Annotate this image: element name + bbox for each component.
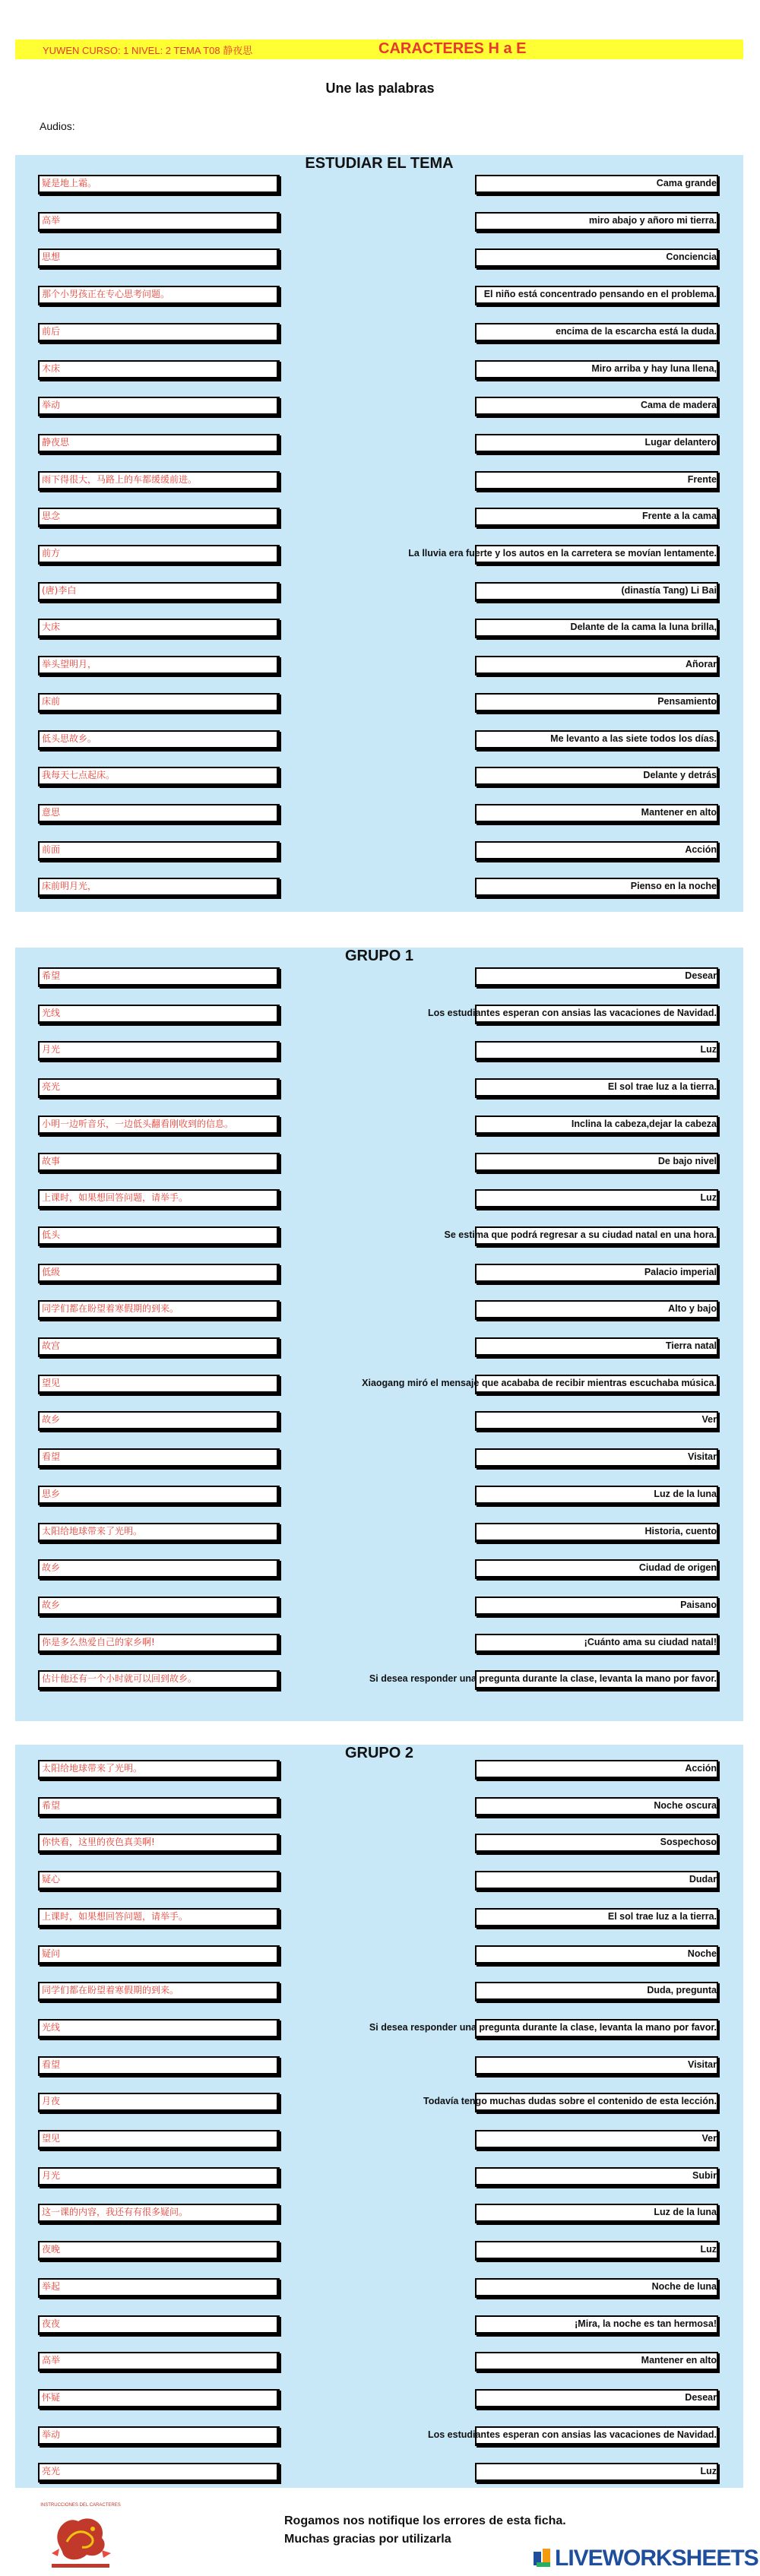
match-row [15,2352,743,2372]
match-row [15,804,743,824]
match-row [15,1153,743,1172]
match-row [15,286,743,305]
match-row [15,1945,743,1965]
match-row [15,1005,743,1024]
match-row [15,2167,743,2187]
match-row [15,2056,743,2076]
match-row [15,2315,743,2335]
left-word-box[interactable]: 思念 [38,508,280,527]
right-word-label: Miro arriba y hay luna llena, [591,362,717,374]
match-row [15,619,743,638]
section-2 [15,948,743,1721]
right-word-box[interactable] [475,2463,718,2483]
left-word-box[interactable]: 光线 [38,2019,280,2039]
right-word-label: Pensamiento [657,695,717,707]
liveworksheets-logo[interactable] [532,2547,758,2570]
right-word-box[interactable] [475,656,718,676]
right-word-label: Palacio imperial [644,1266,717,1277]
right-word-label: Subir [692,2169,717,2181]
left-word-box[interactable]: 小明一边听音乐，一边低头翻看刚收到的信息。 [38,1116,280,1135]
left-word-box[interactable]: 上课时，如果想回答问题，请举手。 [38,1189,280,1209]
match-row [15,1559,743,1579]
match-row [15,360,743,380]
left-word-box[interactable]: 月光 [38,2167,280,2187]
match-row [15,693,743,713]
match-row [15,1264,743,1283]
logo-caption: INSTRUCCIONES DEL CARACTERES [40,2503,121,2508]
course-info: YUWEN CURSO: 1 NIVEL: 2 TEMA T08 静夜思 [43,45,253,56]
left-word-box[interactable]: 举头望明月， [38,656,280,676]
right-word-label: Desear [685,2391,717,2403]
left-word-box[interactable]: 低级 [38,1264,280,1283]
right-word-label: Ver [701,2133,717,2144]
match-row [15,841,743,861]
left-word-box[interactable]: 上课时，如果想回答问题，请举手。 [38,1908,280,1928]
right-word-label: De bajo nivel [657,1155,717,1166]
match-row [15,1041,743,1061]
brand-name: LIVEWORKSHEETS [555,2546,758,2571]
right-word-label: Noche de luna [651,2280,717,2292]
liveworksheets-icon [532,2547,555,2570]
match-row [15,2426,743,2446]
right-word-box[interactable] [475,1871,718,1891]
right-word-box[interactable] [475,1448,718,1468]
right-word-label: Luz de la luna [654,2207,717,2218]
left-word-box[interactable]: 床前明月光， [38,878,280,897]
match-row [15,2204,743,2223]
match-row [15,1523,743,1543]
match-row [15,878,743,897]
right-word-label: Los estudiantes esperan con ansias las vacaciones de Navidad. [427,2429,717,2440]
left-word-box[interactable]: 月夜 [38,2093,280,2112]
section-1 [15,155,743,912]
match-row [15,434,743,454]
match-row [15,1226,743,1246]
right-word-label: Conciencia [666,252,717,263]
right-word-label: Mantener en alto [641,2355,717,2366]
right-word-label: Acción [685,843,717,855]
header-bar [15,40,743,59]
left-word-box[interactable]: 疑心 [38,1871,280,1891]
left-word-box[interactable]: 同学们都在盼望着寒假期的到来。 [38,1300,280,1320]
match-row [15,1078,743,1098]
match-row [15,1834,743,1853]
right-word-box[interactable] [475,2056,718,2076]
left-word-box[interactable]: 你快看，这里的夜色真美啊! [38,1834,280,1853]
section-title: GRUPO 1 [344,948,414,964]
left-word-box[interactable]: 希望 [38,967,280,987]
match-row [15,1486,743,1505]
right-word-label: Frente a la cama [642,511,717,522]
right-word-label: El niño está concentrado pensando en el problema. [483,289,717,300]
left-word-box[interactable]: 木床 [38,360,280,380]
left-word-box[interactable]: 前方 [38,545,280,565]
match-row [15,1116,743,1135]
match-row [15,1797,743,1817]
right-word-label: miro abajo y añoro mi tierra. [588,214,717,226]
section-title: GRUPO 2 [344,1745,414,1761]
left-word-box[interactable]: 疑问 [38,1945,280,1965]
right-word-label: Luz [700,2244,717,2255]
match-row [15,967,743,987]
match-row [15,212,743,232]
match-row [15,2389,743,2409]
match-row [15,248,743,268]
left-word-box[interactable]: 疑是地上霜。 [38,175,280,195]
right-word-label: El sol trae luz a la tierra. [607,1910,717,1922]
right-word-label: (dinastía Tang) Li Bai [621,584,717,596]
footer-notice-2: Muchas gracias por utilizarla [284,2533,451,2546]
right-word-label: Visitar [688,2059,717,2070]
left-word-box[interactable]: 亮光 [38,1078,280,1098]
right-word-label: Xiaogang miró el mensaje que acababa de recibir mientras escuchaba música. [362,1377,717,1388]
left-word-box[interactable]: 夜夜 [38,2315,280,2335]
match-row [15,1375,743,1394]
right-word-box[interactable] [475,2167,718,2187]
left-word-box[interactable]: 太阳给地球带来了光明。 [38,1523,280,1543]
left-word-box[interactable]: 故乡 [38,1411,280,1431]
right-word-label: Inclina la cabeza,dejar la cabeza [571,1118,717,1129]
left-word-box[interactable]: 思乡 [38,1486,280,1505]
left-word-box[interactable]: 举起 [38,2278,280,2298]
left-word-box[interactable]: 低头思故乡。 [38,730,280,750]
match-row [15,1634,743,1654]
match-row [15,1300,743,1320]
school-logo [36,2500,125,2570]
right-word-label: Si desea responder una pregunta durante la clase, levanta la mano por favor. [369,1673,717,1685]
match-row [15,2278,743,2298]
dragon-logo-icon [36,2500,125,2570]
left-word-box[interactable]: (唐)李白 [38,582,280,602]
left-word-box[interactable]: 亮光 [38,2463,280,2483]
right-word-label: Pienso en la noche [630,881,717,892]
right-word-label: Se estima que podrá regresar a su ciudad natal en una hora. [444,1229,717,1240]
right-word-label: Los estudiantes esperan con ansias las vacaciones de Navidad. [427,1007,717,1018]
left-word-box[interactable]: 光线 [38,1005,280,1024]
right-word-label: Acción [685,1763,717,1774]
match-row [15,1908,743,1928]
right-word-label: Dudar [689,1874,717,1885]
left-word-box[interactable]: 同学们都在盼望着寒假期的到来。 [38,1982,280,2002]
section-title: ESTUDIAR EL TEMA [305,155,454,172]
match-row [15,545,743,565]
left-word-box[interactable]: 低头 [38,1226,280,1246]
right-word-label: Duda, pregunta [647,1985,717,1996]
left-word-box[interactable]: 那个小男孩正在专心思考问题。 [38,286,280,305]
match-row [15,323,743,343]
match-row [15,2093,743,2112]
right-word-label: Paisano [680,1599,717,1610]
right-word-label: Frente [687,473,717,485]
right-word-label: Todavía tengo muchas dudas sobre el contenido de esta lección. [423,2096,717,2107]
right-word-label: Ver [701,1414,717,1426]
right-word-label: La lluvia era fuerte y los autos en la carretera se movían lentamente. [408,548,717,559]
left-word-box[interactable]: 故乡 [38,1559,280,1579]
left-word-box[interactable]: 意思 [38,804,280,824]
left-word-box[interactable]: 我每天七点起床。 [38,767,280,786]
left-word-box[interactable]: 故乡 [38,1597,280,1616]
right-word-box[interactable] [475,2130,718,2150]
right-word-label: Sospechoso [660,1837,717,1848]
left-word-box[interactable]: 故宫 [38,1337,280,1357]
right-word-label: Delante y detrás [643,770,717,781]
match-row [15,1871,743,1891]
match-row [15,1189,743,1209]
match-row [15,1411,743,1431]
right-word-box[interactable] [475,2389,718,2409]
left-word-box[interactable]: 看望 [38,1448,280,1468]
match-row [15,2130,743,2150]
match-row [15,656,743,676]
right-word-label: Cama de madera [640,400,717,411]
left-word-box[interactable]: 估计他还有一个小时就可以回到故乡。 [38,1670,280,1690]
left-word-box[interactable]: 你是多么热爱自己的家乡啊! [38,1634,280,1654]
right-word-label: Lugar delantero [644,436,717,448]
footer-notice-1: Rogamos nos notifique los errores de esta ficha. [284,2514,566,2527]
right-word-label: ¡Cuánto ama su ciudad natal! [584,1636,717,1647]
right-word-box[interactable] [475,1041,718,1061]
worksheet-title: CARACTERES H a E [378,40,527,57]
right-word-label: Noche [687,1948,717,1959]
match-row [15,582,743,602]
left-word-box[interactable]: 前后 [38,323,280,343]
right-word-label: Alto y bajo [668,1303,717,1315]
match-row [15,767,743,786]
left-word-box[interactable]: 太阳给地球带来了光明。 [38,1760,280,1780]
instructions-title: Une las palabras [325,81,435,96]
left-word-box[interactable]: 雨下得很大，马路上的车都缓缓前进。 [38,471,280,491]
left-word-box[interactable]: 静夜思 [38,434,280,454]
right-word-label: encima de la escarcha está la duda. [556,325,717,337]
right-word-box[interactable] [475,967,718,987]
right-word-box[interactable] [475,2241,718,2261]
match-row [15,1448,743,1468]
left-word-box[interactable]: 举动 [38,2426,280,2446]
audios-label: Audios: [40,120,75,132]
right-word-label: Historia, cuento [644,1525,717,1536]
match-row [15,2019,743,2039]
right-word-box[interactable] [475,1945,718,1965]
left-word-box[interactable]: 月光 [38,1041,280,1061]
right-word-label: Visitar [688,1451,717,1463]
left-word-box[interactable]: 怀疑 [38,2389,280,2409]
left-word-box[interactable]: 举动 [38,397,280,416]
right-word-label: Luz [700,2466,717,2477]
left-word-box[interactable]: 望见 [38,1375,280,1394]
left-word-box[interactable]: 故事 [38,1153,280,1172]
right-word-label: Tierra natal [665,1340,717,1351]
right-word-label: El sol trae luz a la tierra. [607,1081,717,1093]
match-row [15,471,743,491]
match-row [15,730,743,750]
right-word-label: Noche oscura [654,1799,717,1811]
section-3 [15,1745,743,2488]
left-word-box[interactable]: 前面 [38,841,280,861]
left-word-box[interactable]: 希望 [38,1797,280,1817]
right-word-label: Luz [700,1192,717,1204]
match-row [15,1597,743,1616]
right-word-label: Luz de la luna [654,1488,717,1499]
left-word-box[interactable]: 望见 [38,2130,280,2150]
left-word-box[interactable]: 床前 [38,693,280,713]
right-word-label: Añorar [686,659,717,670]
left-word-box[interactable]: 这一课的内容，我还有有很多疑问。 [38,2204,280,2223]
match-row [15,1760,743,1780]
left-word-box[interactable]: 夜晚 [38,2241,280,2261]
match-row [15,175,743,195]
match-row [15,2463,743,2483]
right-word-box[interactable] [475,471,718,491]
right-word-label: Ciudad de origen [638,1562,717,1574]
left-word-box[interactable]: 思想 [38,248,280,268]
right-word-box[interactable] [475,841,718,861]
left-word-box[interactable]: 高举 [38,2352,280,2372]
right-word-label: Si desea responder una pregunta durante la clase, levanta la mano por favor. [369,2021,717,2033]
right-word-label: Cama grande [656,178,717,188]
match-row [15,508,743,527]
match-row [15,397,743,416]
match-row [15,1337,743,1357]
right-word-box[interactable] [475,1189,718,1209]
right-word-label: ¡Mira, la noche es tan hermosa! [575,2318,717,2329]
right-word-box[interactable] [475,1760,718,1780]
right-word-box[interactable] [475,1411,718,1431]
right-word-label: Delante de la cama la luna brilla, [570,622,717,633]
right-word-label: Me levanto a las siete todos los días. [550,733,717,744]
left-word-box[interactable]: 看望 [38,2056,280,2076]
match-row [15,1982,743,2002]
right-word-label: Desear [685,970,717,981]
left-word-box[interactable]: 大床 [38,619,280,638]
right-word-label: Mantener en alto [641,806,717,818]
match-row [15,2241,743,2261]
left-word-box[interactable]: 高举 [38,212,280,232]
match-row [15,1670,743,1690]
right-word-label: Luz [700,1044,717,1055]
